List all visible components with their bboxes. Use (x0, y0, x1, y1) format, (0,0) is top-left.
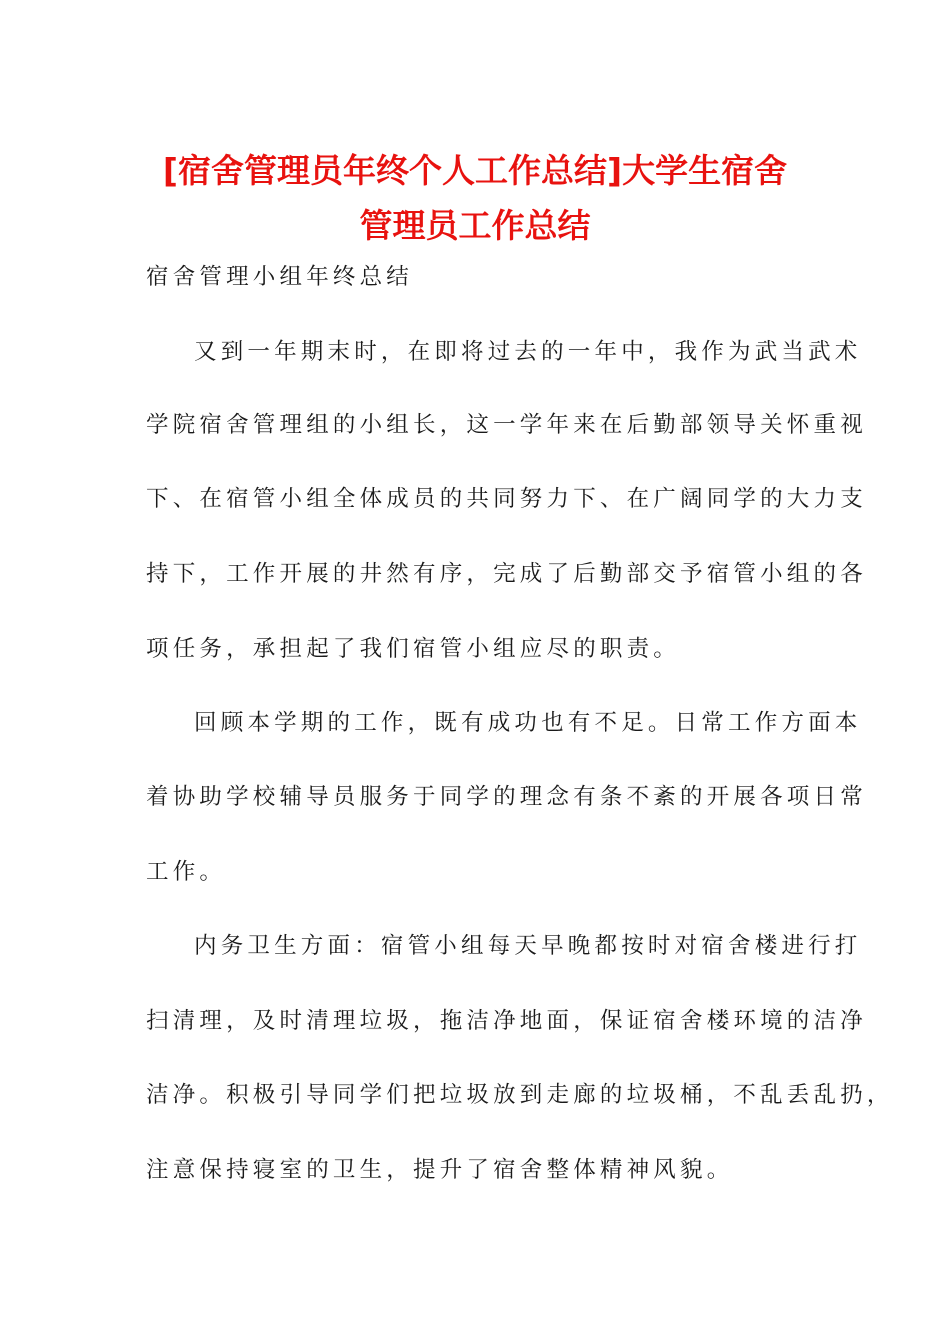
paragraph-line: 下、在宿管小组全体成员的共同努力下、在广阔同学的大力支 (146, 486, 867, 512)
paragraph-line: 注意保持寝室的卫生，提升了宿舍整体精神风貌。 (146, 1157, 734, 1183)
paragraph-line: 扫清理，及时清理垃圾，拖洁净地面，保证宿舍楼环境的洁净 (146, 1008, 867, 1034)
title-line-2: 管理员工作总结 (359, 206, 591, 245)
title-line-1: [宿舍管理员年终个人工作总结]大学生宿舍 (162, 151, 788, 190)
paragraph-line: 着协助学校辅导员服务于同学的理念有条不紊的开展各项日常 (146, 784, 867, 810)
document-title (120, 143, 830, 253)
paragraph-line: 回顾本学期的工作，既有成功也有不足。日常工作方面本 (194, 710, 862, 736)
paragraph-line: 持下，工作开展的井然有序，完成了后勤部交予宿管小组的各 (146, 561, 867, 587)
paragraph-line: 内务卫生方面：宿管小组每天早晚都按时对宿舍楼进行打 (194, 933, 862, 959)
paragraph-line: 项任务，承担起了我们宿管小组应尽的职责。 (146, 636, 681, 662)
paragraph-line: 学院宿舍管理组的小组长，这一学年来在后勤部领导关怀重视 (146, 412, 867, 438)
document-subtitle: 宿舍管理小组年终总结 (146, 264, 414, 290)
paragraph-line: 洁净。积极引导同学们把垃圾放到走廊的垃圾桶，不乱丢乱扔， (146, 1082, 894, 1108)
paragraph-line: 又到一年期末时，在即将过去的一年中，我作为武当武术 (194, 339, 862, 365)
paragraph-line: 工作。 (146, 859, 227, 885)
